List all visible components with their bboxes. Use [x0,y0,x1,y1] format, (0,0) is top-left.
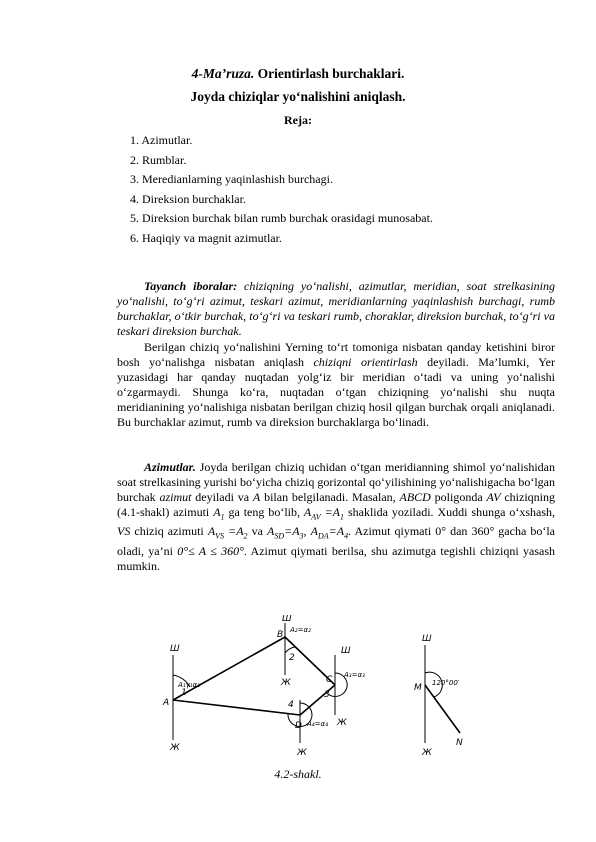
azimut-text: deyiladi va [191,490,253,504]
angle-D-label: A₄=α₄ [307,720,328,728]
azimut-text: va [247,524,267,539]
formula-base: A [266,524,275,539]
plan-item: 4. Direksion burchaklar. [130,191,246,206]
point-B-label: B [277,630,284,640]
point-A-label: A [163,698,170,708]
formula-base: =A [320,505,341,519]
line-AB [173,637,285,700]
azimut-text: Joyda berilgan chiziq uchidan o‘tgan meridianning shimol yo‘nalishidan soat strelkasining yurishi bo‘yicha chiziq gorizontal qo‘yilishining yo‘nalishigacha bo‘lgan burchak [117,460,555,504]
azimut-symbol: ABCD [399,490,431,504]
formula-base: A [303,505,312,519]
angle-B-label: A₂=α₂ [290,626,311,634]
intro-text: Berilgan chiziq yo‘nalishini Yerning to‘rt tomoniga nisbatan qanday ketishini biror bosh yo‘nalishga nisbatan aniqlash [117,340,555,369]
formula [310,524,349,541]
point-N-label: N [456,738,463,748]
azimut-text: poligonda [430,490,487,504]
south-label: Ж [170,743,180,753]
formula-base: A [310,524,318,539]
formula-sub: 1 [340,512,345,522]
azimut-term: azimut [159,490,192,504]
azimut-text: . Azimut qiymati berilsa, shu azimutga tegishli chiziqni yasash mumkin. [117,543,555,573]
intro-text: deyiladi. Ma’lumki, Yer yuzasidagi har qanday nuqtadan yolg‘iz bir meridian o‘tadi va uning yo‘nalishi o‘zgarmaydi. Shunga ko‘ra, nuqtadan o‘tgan chiziqning yo‘nalishi shu nuqta meridianining yo‘nalishiga nisbatan berilgan chiziq hosil qilgan burchak orqali aniqlanadi. Bu burchaklar azimut, rumb va direksion burchaklarga bo‘linadi. [117,355,555,429]
azimut-text: . Azimut qiymati 0° dan 360° gacha bo‘la oladi, ya’ni [117,524,555,558]
azimut-text: chiziqning (4.1-shakl) azimuti [117,490,556,519]
keywords-text: chiziqning yo‘nalishi, azimutlar, meridian, soat strelkasining yo‘nalishi, to‘g‘ri azimut, teskari azimut, meridianlarning yaqinlashish burchagi, rumb burchaklar, o‘tkir burchak, to‘g‘ri va teskari rumb, choraklar, direksion burchak, to‘g‘ri va teskari direksion burchak. [117,279,555,338]
number-label: 4 [288,700,294,710]
number-label: 3 [324,690,330,700]
north-label: Ш [282,615,292,624]
formula-sub: DA [317,531,329,541]
formula-sub: SD [274,531,285,541]
azimut-text: ga teng bo‘lib, [224,505,304,519]
line-CD [300,685,335,715]
azimut-text: , [303,524,311,539]
formula [213,505,225,522]
formula-base: A [213,505,221,519]
formula-sub: 2 [243,531,248,541]
formula-sub: 3 [299,531,304,541]
azimut-symbol: AV [486,490,501,504]
formula-base: =A [328,524,345,539]
lecture-subtitle: Joyda chiziqlar yo‘nalishini aniqlash. [190,89,406,104]
angle-MN-label: 120°00′ [432,679,460,687]
south-label: Ж [337,718,347,728]
formula [303,505,345,522]
plan-item: 5. Direksion burchak bilan rumb burchak orasidagi munosabat. [130,211,433,225]
number-label: 1 [181,688,187,698]
formula [207,524,248,541]
north-label: Ш [422,634,432,644]
south-label: Ж [422,748,432,758]
keywords-paragraph [117,279,555,339]
formula-base: =A [284,524,300,539]
line-MN [425,685,460,733]
line-DA [173,700,300,715]
point-C-label: C [326,675,333,685]
plan-list [130,131,433,248]
lecture-title-text: Orientirlash burchaklari. [257,66,405,81]
intro-term: chiziqni orientirlash [313,355,418,369]
formula [266,524,304,541]
angle-C-label: A₃=α₃ [344,671,365,679]
formula-sub: VS [215,531,225,541]
number-label: 2 [289,653,295,663]
formula-sub: 1 [220,512,225,522]
plan-item: 3. Meredianlarning yaqinlashish burchagi. [130,172,333,186]
azimut-symbol: VS [117,524,131,539]
keywords-label: Tayanch iboralar: [144,279,238,293]
formula-base: =A [224,524,244,539]
point-M-label: M [414,683,422,693]
lecture-title [0,66,596,82]
figure-labels [162,615,463,758]
plan-item: 2. Rumblar. [130,152,187,167]
north-label: Ш [170,644,180,654]
point-D-label: D [295,721,302,731]
formula-base: A [207,524,216,539]
lecture-number: 4-Ma’ruza. [191,66,255,81]
azimut-text: chiziq azimuti [130,524,208,539]
formula-sub: AV [311,512,321,522]
azimut-heading: Azimutlar. [144,460,196,474]
azimut-range: 0°≤ A ≤ 360° [177,543,244,558]
plan-item: 1. Azimutlar. [130,133,193,147]
angle-A-label: A₁γ₁α₁ [178,681,200,689]
intro-paragraph [117,340,555,430]
south-label: Ж [297,748,307,758]
azimut-symbol: A [252,490,261,504]
azimut-paragraph [117,460,555,574]
plan-item: 6. Haqiqiy va magnit azimutlar. [130,230,282,245]
azimut-text: bilan belgilanadi. Masalan, [260,490,400,504]
south-label: Ж [281,678,291,688]
north-label: Ш [341,646,351,656]
figure-caption: 4.2-shakl. [274,767,322,781]
plan-heading: Reja: [284,113,312,127]
azimuth-figure [160,615,490,765]
formula-sub: 4 [344,531,349,541]
azimut-text: shaklida yoziladi. Xuddi shunga o‘xshash, [344,505,555,519]
